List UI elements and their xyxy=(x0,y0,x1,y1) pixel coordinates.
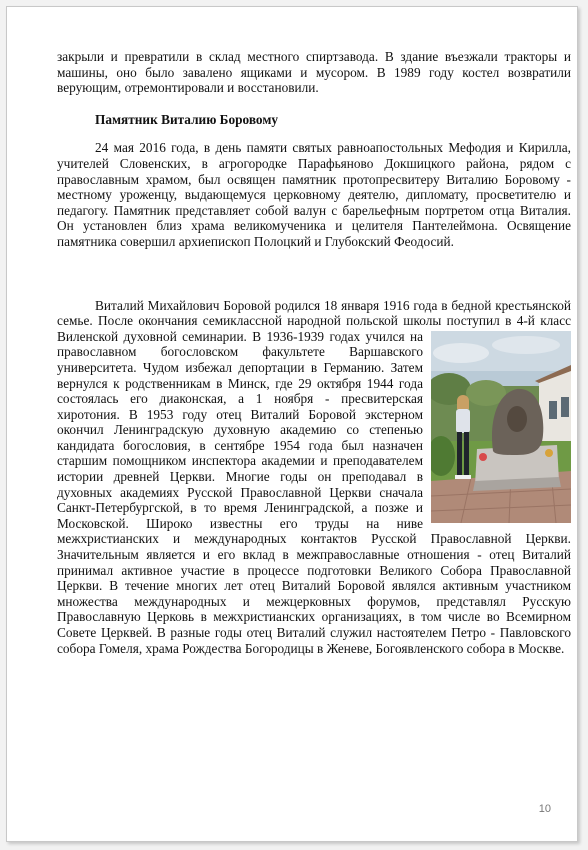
document-page xyxy=(6,6,578,842)
paragraph-intro-end: закрыли и превратили в склад местного спиртзавода. В здание въезжали тракторы и машины, оно было завалено ящиками и мусором. В 1989 году костел возвратили верующим, отремонтировали и восстановили. xyxy=(57,49,571,96)
monument-photo-image xyxy=(431,331,571,523)
paragraph-biography xyxy=(57,298,571,657)
biography-block xyxy=(57,298,571,657)
page-number: 10 xyxy=(538,803,551,815)
paragraph-monument: 24 мая 2016 года, в день памяти святых равноапостольных Мефодия и Кирилла, учителей Словенских, в агрогородке Парафьяново Докшицкого района, рядом с православным храмом, был освящен памятник протопресвитеру Виталию Боровому - местному уроженцу, выдающемуся церковному деятелю, дипломату, просветителю и педагогу. Памятник представляет собой валун с барельефным портретом отца Виталия. Он установлен близ храма великомученика и целителя Пантелеймона. Освящение памятника совершил архиепископ Полоцкий и Глубокский Феодосий. xyxy=(57,140,571,249)
page-content xyxy=(57,49,571,656)
biography-rest: поступил в 4-й класс Виленской духовной семинарии. В 1936-1939 годах учился на православном богословском факультете Варшавского университета. Чудом избежал депортации в Германию. Затем вернулся к родственникам в Минск, где 29 октября 1944 года состоялась его диаконская, а 1 ноября - пресвитерская хиротония. В 1953 году отец Виталий Боровой экстерном окончил Ленинградскую духовную академию со степенью кандидата богословия, в сентябре 1954 года был назначен старшим помощником инспектора академии и преподавателем истории древней Церкви. Многие годы он преподавал в духовных академиях Русской Православной Церкви сначала Санкт-Петербургской, в то время Ленинградской, а позже и Московской. Широко известны его труды на ниве межхристианских и международных контактов Русской Православной Церкви. Значительным является и его вклад в межправославные отношения - отец Виталий принимал активное участие в процессе подготовки Великого Собора Православной Церкви. В течение многих лет отец Виталий Боровой являлся активным участником множества международных и межцерковных форумов, представлял Русскую Православную Церковь в межхристианских организациях, в том числе во Всемирном Совете Церквей. В разные годы отец Виталий служил настоятелем Петро - Павловского собора Гомеля, храма Рождества Богородицы в Женеве, Богоявленского собора в Москве. xyxy=(57,313,571,656)
paragraph-spacer xyxy=(57,250,571,298)
section-heading: Памятник Виталию Боровому xyxy=(95,111,279,127)
monument-photo xyxy=(431,331,571,523)
biography-first-lines: Виталий Михайлович Боровой родился 18 января 1916 года в бедной крестьянской семье. После окончания семиклассной народной польской школы xyxy=(57,297,571,329)
